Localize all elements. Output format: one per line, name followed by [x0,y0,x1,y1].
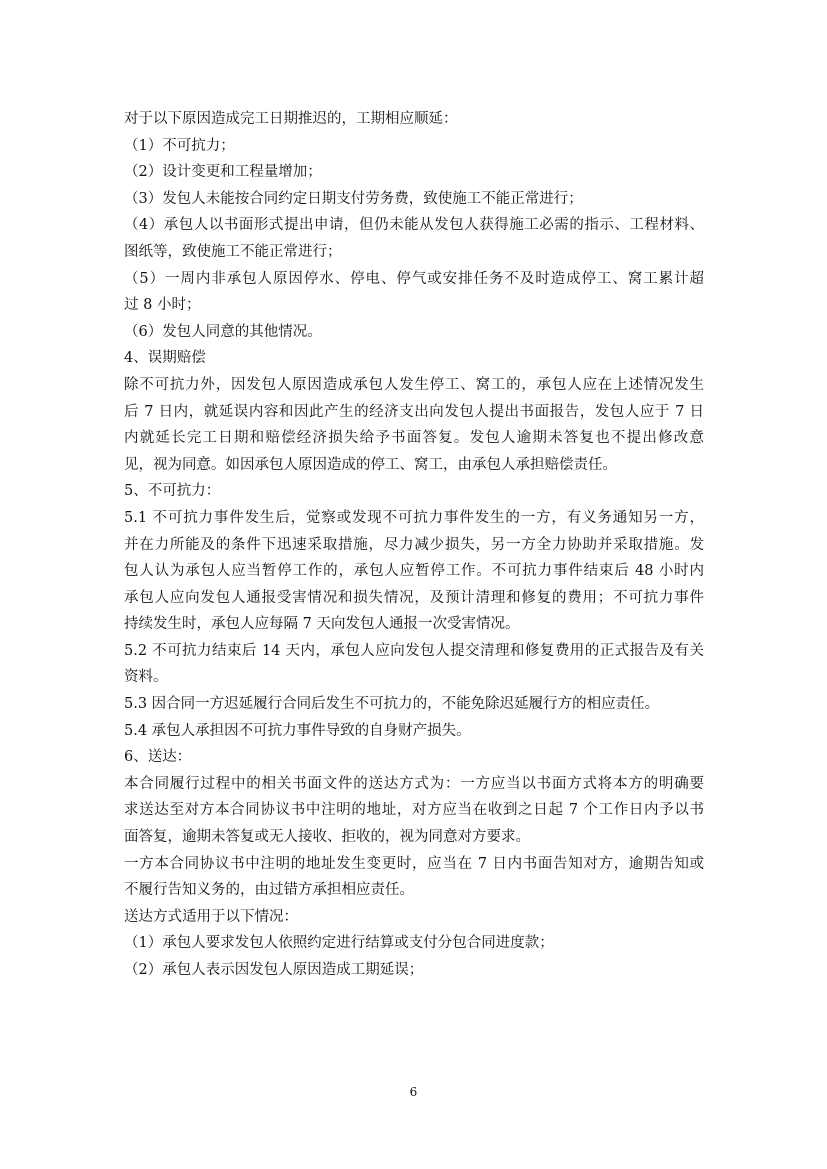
text-line: 一方本合同协议书中注明的地址发生变更时，应当在 7 日内书面告知对方，逾期告知或 [124,855,704,872]
text-line: 对于以下原因造成完工日期推迟的，工期相应顺延： [124,111,458,127]
text-line: 6、送达： [124,749,192,766]
text-line: 图纸等，致使施工不能正常进行； [124,243,342,260]
text-line: 包人认为承包人应当暂停工作的，承包人应暂停工作。不可抗力事件结束后 48 小时内 [124,563,704,580]
text-line: 见，视为同意。如因承包人原因造成的停工、窝工，由承包人承担赔偿责任。 [124,456,617,473]
text-line: 并在力所能及的条件下迅速采取措施，尽力减少损失，另一方全力协助并采取措施。发 [124,536,704,553]
text-line: （5）一周内非承包人原因停水、停电、停气或安排任务不及时造成停工、窝工累计超 [124,270,704,287]
text-line: 5.4 承包人承担因不可抗力事件导致的自身财产损失。 [124,722,471,739]
text-line: 4、误期赔偿 [124,350,206,367]
text-line: （6）发包人同意的其他情况。 [124,323,322,340]
text-line: 5.2 不可抗力结束后 14 天内，承包人应向发包人提交清理和修复费用的正式报告及有关 [124,642,704,659]
text-line: （4）承包人以书面形式提出申请，但仍未能从发包人获得施工必需的指示、工程材料、 [124,217,704,234]
text-line: （1）承包人要求发包人依照约定进行结算或支付分包合同进度款； [124,935,554,952]
text-line: 过 8 小时； [124,297,201,314]
text-line: 本合同履行过程中的相关书面文件的送达方式为：一方应当以书面方式将本方的明确要 [124,775,704,792]
text-line: 不履行告知义务的，由过错方承担相应责任。 [124,882,414,899]
page-number: 6 [409,1085,418,1099]
text-line: 送达方式适用于以下情况： [124,908,298,925]
text-line: 5.1 不可抗力事件发生后，觉察或发现不可抗力事件发生的一方，有义务通知另一方， [124,509,704,526]
text-line: （2）承包人表示因发包人原因造成工期延误； [124,962,424,978]
text-line: （3）发包人未能按合同约定日期支付劳务费，致使施工不能正常进行； [124,190,583,207]
text-line: 持续发生时，承包人应每隔 7 天向发包人通报一次受害情况。 [124,616,520,633]
text-line: 资料。 [124,669,168,686]
text-line: 求送达至对方本合同协议书中注明的地址，对方应当在收到之日起 7 个工作日内予以书 [124,802,704,819]
text-line: 除不可抗力外，因发包人原因造成承包人发生停工、窝工的，承包人应在上述情况发生 [124,376,704,393]
text-line: 5、不可抗力： [124,483,221,500]
text-line: 后 7 日内，就延误内容和因此产生的经济支出向发包人提出书面报告，发包人应于 7 日 [124,403,704,420]
text-line: 内就延长完工日期和赔偿经济损失给予书面答复。发包人逾期未答复也不提出修改意 [124,430,704,447]
text-line: （2）设计变更和工程量增加； [124,164,322,181]
text-line: 面答复，逾期未答复或无人接收、拒收的，视为同意对方要求。 [124,829,530,846]
text-line: 承包人应向发包人通报受害情况和损失情况，及预计清理和修复的费用；不可抗力事件 [124,589,704,606]
document-body [124,106,704,984]
text-line: 5.3 因合同一方迟延履行合同后发生不可抗力的，不能免除迟延履行方的相应责任。 [124,696,660,713]
text-line: （1）不可抗力； [124,137,235,154]
